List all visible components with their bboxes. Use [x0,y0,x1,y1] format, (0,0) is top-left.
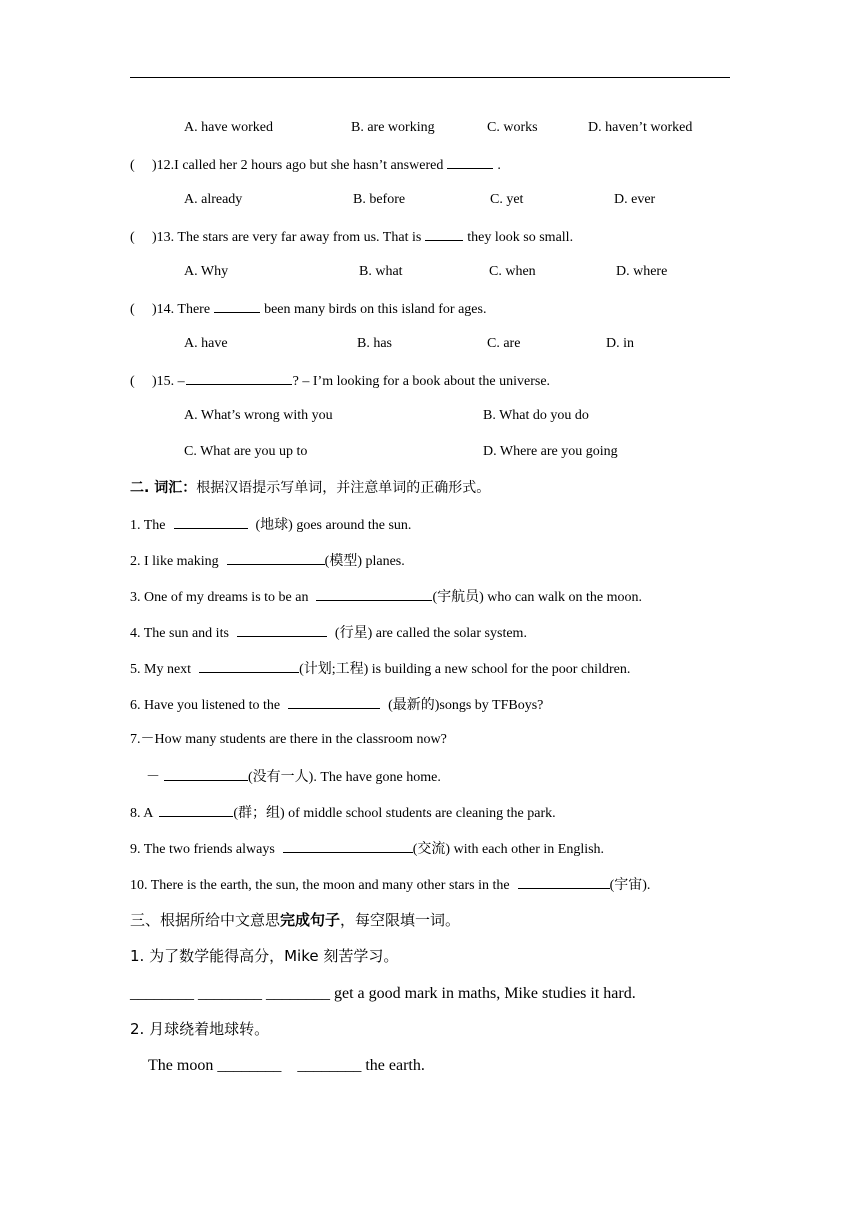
question-12 [130,155,501,175]
vocab-hint: (群；组) of middle school students are cleaning the park. [233,806,556,821]
vocab-text: 2. I like making [130,554,219,569]
question-text: 14. There [156,302,211,317]
q11-option-d[interactable]: D. haven’t worked [588,120,693,135]
vocab-text: 7.－How many students are there in the classroom now? [130,732,447,747]
section-2-instruction: 根据汉语提示写单词，并注意单词的正确形式。 [196,480,491,496]
vocab-text: 5. My next [130,662,192,677]
vocab-text: 4. The sun and its [130,626,229,641]
sentence-2-english [148,1056,425,1076]
q12-option-b[interactable]: B. before [353,192,406,207]
vocab-item-9 [130,839,604,859]
answer-paren-close: ) [152,158,157,173]
q13-option-d[interactable]: D. where [616,264,668,279]
answer-paren-open: ( [130,158,135,173]
sentence-1-chinese: 1. 为了数学能得高分，Mike 刻苦学习。 [130,947,399,965]
q14-option-c[interactable]: C. are [487,336,521,351]
vocab-blank[interactable] [283,839,413,853]
q12-option-c[interactable]: C. yet [490,192,524,207]
question-text: 13. The stars are very far away from us. That is [156,230,422,245]
answer-paren-close: ) [152,374,157,389]
question-text: 15. – [156,374,185,389]
question-text-end: they look so small. [467,230,574,245]
q15-option-a[interactable]: A. What’s wrong with you [184,408,333,423]
q14-option-d[interactable]: D. in [606,336,634,351]
answer-paren-open: ( [130,302,135,317]
answer-paren-open: ( [130,230,135,245]
sentence-2-end: the earth. [365,1057,425,1074]
vocab-hint: (模型) planes. [324,554,405,569]
vocab-hint: (行星) are called the solar system. [334,626,527,641]
q11-option-b[interactable]: B. are working [351,120,435,135]
vocab-blank[interactable] [518,875,610,889]
section-3-heading-bold: 完成句子 [280,911,341,929]
q13-option-c[interactable]: C. when [489,264,536,279]
question-text: 12.I called her 2 hours ago but she hasn’t answered [156,158,444,173]
section-3-heading-part: 三、根据所给中文意思 [130,911,281,929]
vocab-text: 6. Have you listened to the [130,698,281,713]
question-text-end: ? – I’m looking for a book about the universe. [292,374,551,389]
q14-option-b[interactable]: B. has [357,336,392,351]
vocab-item-10 [130,875,650,895]
answer-blank[interactable] [447,155,493,169]
sentence-1-blanks[interactable]: ________ ________ ________ [130,985,330,1002]
q15-option-d[interactable]: D. Where are you going [483,444,618,459]
answer-blank[interactable] [425,227,463,241]
vocab-item-5 [130,659,630,679]
section-3-heading [130,910,460,930]
section-3-heading-part: ，每空限填一词。 [340,911,461,929]
vocab-item-4 [130,623,527,643]
vocab-item-7 [130,731,447,749]
q12-option-a[interactable]: A. already [184,192,243,207]
q13-option-b[interactable]: B. what [359,264,403,279]
vocab-blank[interactable] [227,551,325,565]
question-text-end: been many birds on this island for ages. [264,302,487,317]
vocab-blank[interactable] [159,803,233,817]
question-15 [130,371,550,391]
q15-option-b[interactable]: B. What do you do [483,408,589,423]
q14-option-a[interactable]: A. have [184,336,228,351]
section-2-heading [130,479,490,497]
vocab-hint: (没有一人). The have gone home. [248,770,441,785]
vocab-blank[interactable] [316,587,432,601]
q11-option-a[interactable]: A. have worked [184,120,274,135]
vocab-hint: (地球) goes around the sun. [255,518,412,533]
sentence-1-english [130,984,636,1004]
vocab-text: 8. A [130,806,154,821]
vocab-item-7-answer [146,767,441,787]
section-2-number: 二. 词汇： [130,480,197,496]
vocab-blank[interactable] [237,623,327,637]
vocab-text: 9. The two friends always [130,842,275,857]
answer-blank[interactable] [214,299,260,313]
q15-option-c[interactable]: C. What are you up to [184,444,308,459]
q13-option-a[interactable]: A. Why [184,264,229,279]
vocab-hint: (交流) with each other in English. [412,842,605,857]
vocab-blank[interactable] [199,659,299,673]
sentence-2-start: The moon [148,1057,214,1074]
vocab-item-8 [130,803,556,823]
vocab-item-6 [130,695,543,715]
answer-blank[interactable] [186,371,292,385]
vocab-hint: (宇宙). [609,878,651,893]
q12-option-d[interactable]: D. ever [614,192,656,207]
vocab-hint: (宇航员) who can walk on the moon. [432,590,643,605]
question-14 [130,299,486,319]
question-13 [130,227,573,247]
vocab-text: 10. There is the earth, the sun, the moon and many other stars in the [130,878,510,893]
vocab-text: 3. One of my dreams is to be an [130,590,309,605]
header-rule [130,77,730,78]
vocab-text: 1. The [130,518,166,533]
vocab-hint: (计划;工程) is building a new school for the poor children. [299,662,631,677]
vocab-blank[interactable] [174,515,248,529]
sentence-2-chinese: 2. 月球绕着地球转。 [130,1020,270,1038]
sentence-2-blanks[interactable]: ________ ________ [217,1057,362,1074]
vocab-item-3 [130,587,642,607]
vocab-item-1 [130,515,411,535]
vocab-blank[interactable] [288,695,380,709]
vocab-item-2 [130,551,405,571]
vocab-hint: (最新的)songs by TFBoys? [388,698,544,713]
answer-paren-open: ( [130,374,135,389]
vocab-text: － [146,770,160,785]
sentence-1-text: get a good mark in maths, Mike studies it hard. [334,985,636,1002]
question-text-end: . [497,158,501,173]
q11-option-c[interactable]: C. works [487,120,538,135]
answer-paren-close: ) [152,230,157,245]
answer-paren-close: ) [152,302,157,317]
vocab-blank[interactable] [164,767,248,781]
